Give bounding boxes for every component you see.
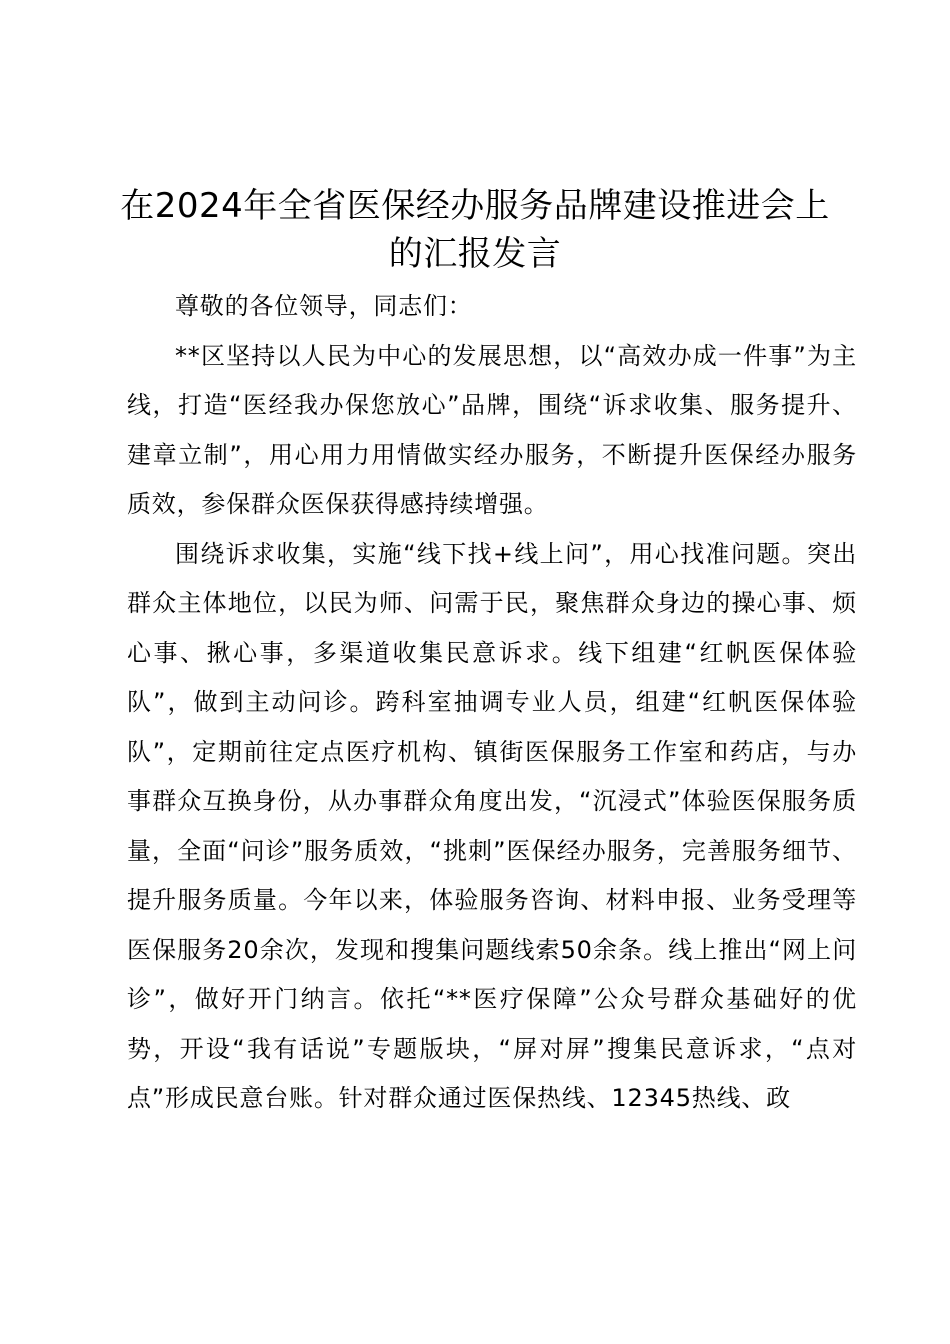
paragraph-intro: **区坚持以人民为中心的发展思想，以“高效办成一件事”为主线，打造“医经我办保您放心”品牌，围绕“诉求收集、服务提升、建章立制”，用心用力用情做实经办服务，不断提升医保经办服务质效，参保群众医保获得感持续增强。 — [127, 341, 857, 518]
salutation: 尊敬的各位领导，同志们： — [175, 292, 473, 320]
paragraph-complaint-collection: 围绕诉求收集，实施“线下找+线上问”，用心找准问题。突出群众主体地位，以民为师、问需于民，聚焦群众身边的操心事、烦心事、揪心事，多渠道收集民意诉求。线下组建“红帆医保体验队”，做到主动问诊。跨科室抽调专业人员，组建“红帆医保体验队”，定期前往定点医疗机构、镇街医保服务工作室和药店，与办事群众互换身份，从办事群众角度出发，“沉浸式”体验医保服务质量，全面“问诊”服务质效，“挑刺”医保经办服务，完善服务细节、提升服务质量。今年以来，体验服务咨询、材料申报、业务受理等医保服务20余次，发现和搜集问题线索50余条。线上推出“网上问诊”，做好开门纳言。依托“**医疗保障”公众号群众基础好的优势，开设“我有话说”专题版块，“屏对屏”搜集民意诉求，“点对点”形成民意台账。针对群众通过医保热线、12345热线、政 — [127, 539, 857, 1112]
document-title: 在2024年全省医保经办服务品牌建设推进会上的汇报发言 — [120, 186, 830, 274]
document-body — [127, 282, 857, 1124]
